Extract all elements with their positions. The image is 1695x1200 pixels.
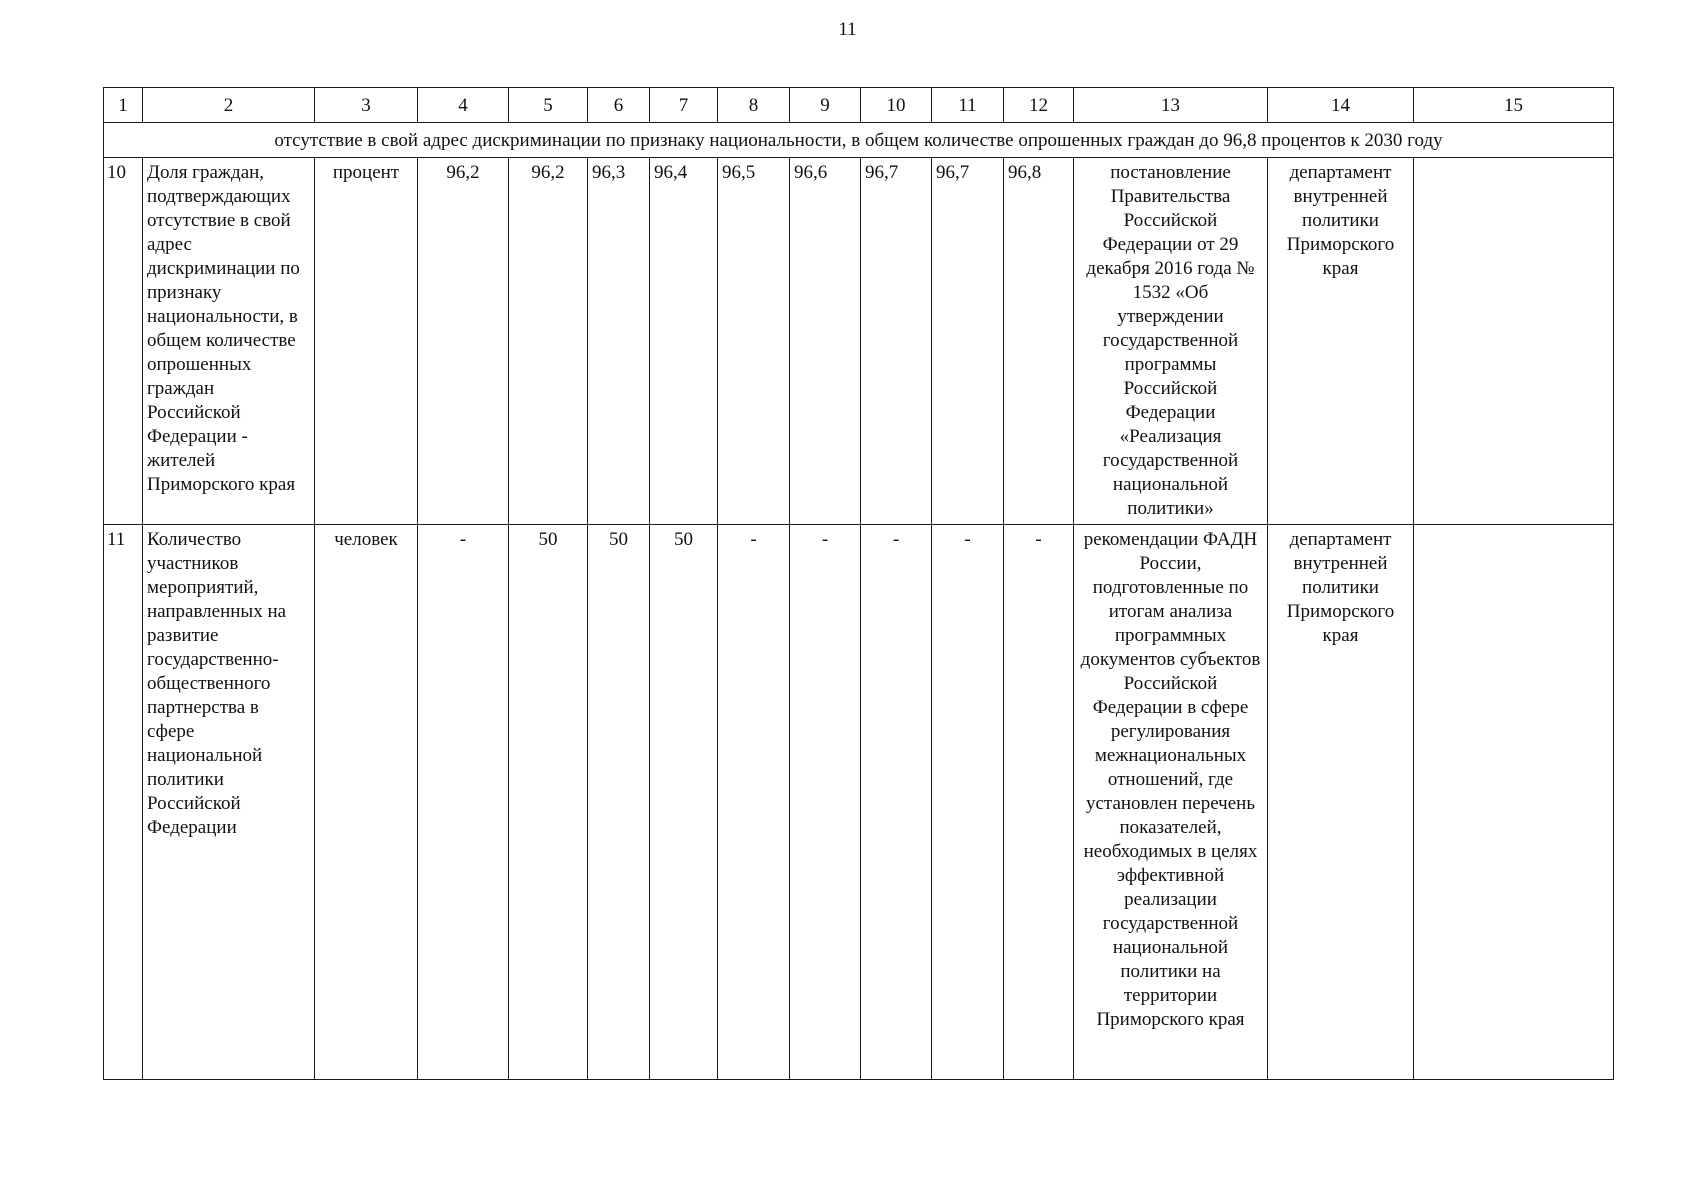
page-number: 11 <box>838 19 857 40</box>
source-document: постановление Правительства Российской Федерации от 29 декабря 2016 года № 1532 «Об утверждении государственной программы Российской Федерации «Реализация государственной национальной политики» <box>1074 158 1268 525</box>
table-row <box>104 525 1614 1080</box>
empty-cell <box>1414 158 1614 525</box>
header-cell: 3 <box>315 88 418 123</box>
value-cell: 96,8 <box>1004 158 1074 525</box>
value-cell: 50 <box>509 525 588 1080</box>
indicator-name: Доля граждан, подтверждающих отсутствие в свой адрес дискриминации по признаку национальности, в общем количестве опрошенных граждан Российской Федерации - жителей Приморского края <box>143 158 315 525</box>
value-cell: 96,6 <box>790 158 861 525</box>
header-cell: 12 <box>1004 88 1074 123</box>
indicators-table <box>103 87 1614 1080</box>
value-cell: 50 <box>650 525 718 1080</box>
value-cell: 96,2 <box>509 158 588 525</box>
row-number: 11 <box>104 525 143 1080</box>
unit-cell: человек <box>315 525 418 1080</box>
value-cell: - <box>718 525 790 1080</box>
empty-cell <box>1414 525 1614 1080</box>
value-cell: 96,7 <box>861 158 932 525</box>
header-cell: 14 <box>1268 88 1414 123</box>
header-cell: 11 <box>932 88 1004 123</box>
goal-text: отсутствие в свой адрес дискриминации по признаку национальности, в общем количестве опрошенных граждан до 96,8 процентов к 2030 году <box>104 123 1614 158</box>
value-cell: - <box>1004 525 1074 1080</box>
goal-row <box>104 123 1614 158</box>
header-cell: 5 <box>509 88 588 123</box>
header-cell: 7 <box>650 88 718 123</box>
header-cell: 15 <box>1414 88 1614 123</box>
header-cell: 8 <box>718 88 790 123</box>
header-cell: 13 <box>1074 88 1268 123</box>
value-cell: - <box>861 525 932 1080</box>
value-cell: - <box>932 525 1004 1080</box>
table-row <box>104 158 1614 525</box>
value-cell: 50 <box>588 525 650 1080</box>
value-cell: 96,3 <box>588 158 650 525</box>
unit-cell: процент <box>315 158 418 525</box>
header-row <box>104 88 1614 123</box>
value-cell: 96,7 <box>932 158 1004 525</box>
value-cell: 96,4 <box>650 158 718 525</box>
row-number: 10 <box>104 158 143 525</box>
header-cell: 6 <box>588 88 650 123</box>
header-cell: 1 <box>104 88 143 123</box>
header-cell: 2 <box>143 88 315 123</box>
indicator-name: Количество участников мероприятий, направленных на развитие государственно-общественного партнерства в сфере национальной политики Российской Федерации <box>143 525 315 1080</box>
value-cell: 96,2 <box>418 158 509 525</box>
source-document: рекомендации ФАДН России, подготовленные по итогам анализа программных документов субъектов Российской Федерации в сфере регулирования межнациональных отношений, где установлен перечень показателей, необходимых в целях эффективной реализации государственной национальной политики на территории Приморского края <box>1074 525 1268 1080</box>
responsible-body: департамент внутренней политики Приморского края <box>1268 158 1414 525</box>
value-cell: 96,5 <box>718 158 790 525</box>
value-cell: - <box>790 525 861 1080</box>
header-cell: 4 <box>418 88 509 123</box>
value-cell: - <box>418 525 509 1080</box>
header-cell: 10 <box>861 88 932 123</box>
responsible-body: департамент внутренней политики Приморского края <box>1268 525 1414 1080</box>
header-cell: 9 <box>790 88 861 123</box>
